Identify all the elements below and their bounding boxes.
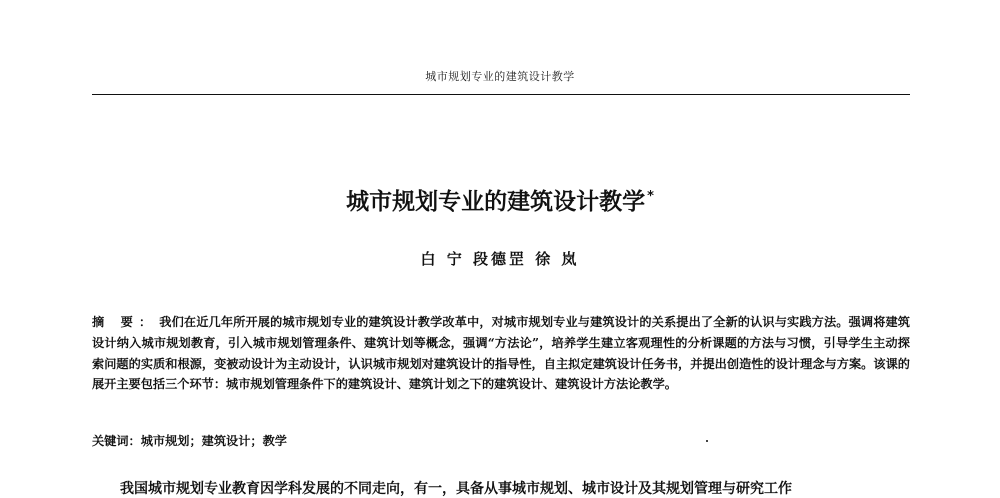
keywords [92, 432, 910, 449]
body-first-line: 我国城市规划专业教育因学科发展的不同走向，有一，具备从事城市规划、城市设计及其规划管理与研究工作 [120, 481, 792, 497]
keywords-text: 城市规划；建筑设计；教学 [140, 434, 287, 448]
title-footnote-mark: * [647, 189, 654, 205]
author-line: 白 宁 段德罡 徐 岚 [420, 250, 580, 268]
abstract [92, 312, 910, 395]
paper-title-text: 城市规划专业的建筑设计教学 [346, 189, 646, 215]
abstract-label: 摘 要： [92, 315, 158, 329]
abstract-text: 我们在近几年所开展的城市规划专业的建筑设计教学改革中，对城市规划专业与建筑设计的关系提出了全新的认识与实践方法。强调将建筑设计纳入城市规划教育，引入城市规划管理条件、建筑计划等概念，强调“方法论”，培养学生建立客观理性的分析课题的方法与习惯，引导学生主动探索问题的实质和根源，变被动设计为主动设计，认识城市规划对建筑设计的指导性，自主拟定建筑设计任务书，并提出创造性的设计理念与方案。该课的展开主要包括三个环节：城市规划管理条件下的建筑设计、建筑计划之下的建筑设计、建筑设计方法论教学。 [92, 315, 910, 392]
header-rule [92, 94, 910, 95]
stray-dot [706, 440, 708, 442]
keywords-label: 关键词： [92, 434, 141, 448]
running-header: 城市规划专业的建筑设计教学 [425, 70, 575, 83]
paper-title [0, 183, 1000, 216]
